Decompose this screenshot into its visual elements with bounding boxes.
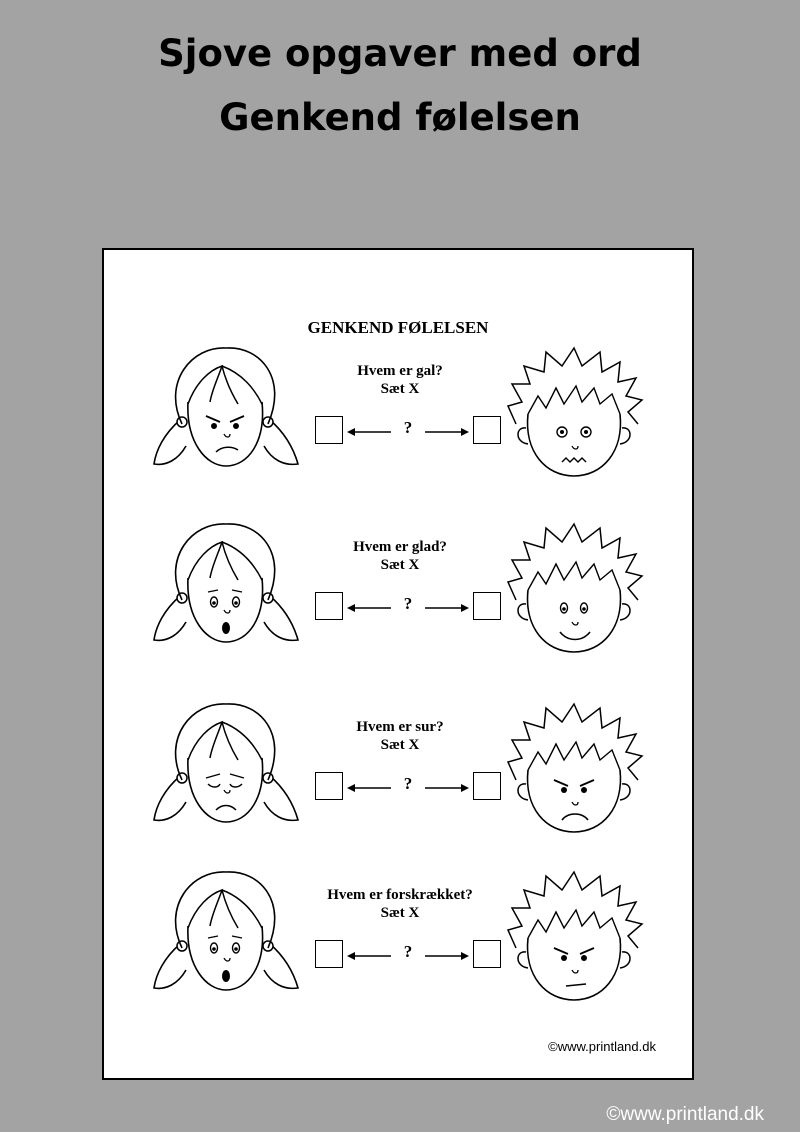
header-subtitle: Genkend følelsen — [219, 96, 581, 139]
question-row-2 — [104, 530, 692, 690]
worksheet-title: GENKEND FØLELSEN — [307, 318, 489, 337]
question-text-4 — [290, 886, 510, 922]
instruction-label: Sæt X — [380, 737, 420, 753]
checkbox-girl-2[interactable] — [315, 592, 343, 620]
question-text-1 — [290, 362, 510, 398]
question-row-3 — [104, 710, 692, 870]
boy-worried-face — [502, 344, 652, 484]
question-mark: ? — [403, 942, 413, 961]
checkbox-boy-1[interactable] — [473, 416, 501, 444]
girl-angry-face — [152, 342, 312, 482]
girl-sad-face — [152, 698, 312, 838]
page-copyright: ©www.printland.dk — [606, 1104, 764, 1125]
question-mark: ? — [403, 594, 413, 613]
question-mark: ? — [403, 418, 413, 437]
question-label: Hvem er gal? — [357, 363, 443, 379]
checkbox-boy-3[interactable] — [473, 772, 501, 800]
question-row-4 — [104, 878, 692, 1038]
checkbox-girl-1[interactable] — [315, 416, 343, 444]
girl-surprised-face — [152, 518, 312, 658]
instruction-label: Sæt X — [380, 381, 420, 397]
question-mark: ? — [403, 774, 413, 793]
page-header — [0, 22, 800, 150]
checkbox-girl-4[interactable] — [315, 940, 343, 968]
checkbox-boy-2[interactable] — [473, 592, 501, 620]
checkbox-girl-3[interactable] — [315, 772, 343, 800]
question-label: Hvem er sur? — [356, 719, 444, 735]
boy-happy-face — [502, 520, 652, 660]
question-label: Hvem er forskrækket? — [327, 887, 473, 903]
worksheet — [102, 248, 694, 1080]
girl-scared-face — [152, 866, 312, 1006]
boy-annoyed-face — [502, 868, 652, 1008]
boy-grumpy-face — [502, 700, 652, 840]
question-label: Hvem er glad? — [353, 539, 447, 555]
question-text-2 — [290, 538, 510, 574]
instruction-label: Sæt X — [380, 905, 420, 921]
question-text-3 — [290, 718, 510, 754]
checkbox-boy-4[interactable] — [473, 940, 501, 968]
instruction-label: Sæt X — [380, 557, 420, 573]
question-row-1 — [104, 354, 692, 514]
worksheet-copyright: ©www.printland.dk — [548, 1039, 656, 1054]
header-title: Sjove opgaver med ord — [158, 32, 642, 75]
